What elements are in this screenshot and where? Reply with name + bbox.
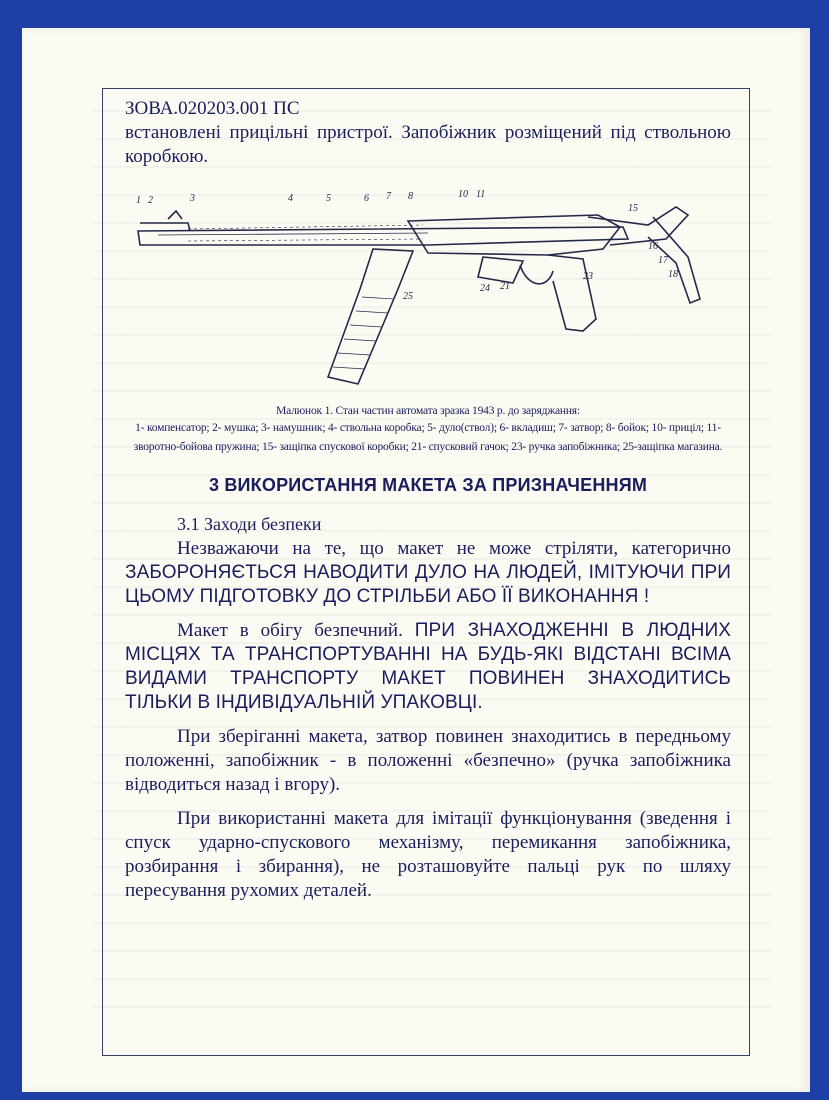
callout-25: 25 (403, 291, 413, 302)
callout-16: 16 (648, 241, 658, 252)
callout-5: 5 (326, 193, 331, 204)
callout-18: 18 (668, 269, 678, 280)
callout-10: 10 (458, 189, 468, 200)
compensator-outline (140, 223, 190, 231)
rifle-drawing (125, 179, 731, 397)
document-page (22, 28, 810, 1092)
section-heading: 3 ВИКОРИСТАННЯ МАКЕТА ЗА ПРИЗНАЧЕННЯМ (208, 475, 648, 495)
callout-8: 8 (408, 191, 413, 202)
trigger-guard-outline (520, 265, 553, 284)
trigger-housing-outline (478, 257, 523, 283)
callout-11: 11 (476, 189, 486, 200)
paragraph-2 (125, 619, 731, 715)
paragraph-2-warning: ПРИ ЗНАХОДЖЕННІ В ЛЮДНИХ МІСЦЯХ ТА ТРАНСПОРТУВАННІ НА БУДЬ-ЯКІ ВІДСТАНІ ВСІМА ВИДАМИ ТРАНСПОРТУ МАКЕТ ПОВИНЕН ЗНАХОДИТИСЬ ТІЛЬКИ В ІНДИВІДУАЛЬНІЙ УПАКОВЦІ. (125, 620, 731, 713)
front-sight-outline (168, 211, 182, 219)
callout-7: 7 (386, 191, 391, 202)
callout-4: 4 (288, 193, 293, 204)
page-border (102, 88, 750, 1056)
callout-2: 2 (148, 195, 153, 206)
paragraph-1-warning: ЗАБОРОНЯЄТЬСЯ НАВОДИТИ ДУЛО НА ЛЮДЕЙ, ІМІТУЮЧИ ПРИ ЦЬОМУ ПІДГОТОВКУ ДО СТРІЛЬБИ АБО ЇЇ ВИКОНАННЯ ! (125, 562, 731, 607)
rifle-illustration (125, 179, 731, 397)
callout-1: 1 (136, 195, 141, 206)
callout-23: 23 (583, 271, 593, 282)
paragraph-3: При зберіганні макета, затвор повинен знаходитись в передньому положенні, запобіжник - в положенні «безпечно» (ручка запобіжника відводиться назад і вгору). (125, 726, 731, 795)
receiver-outline (408, 215, 620, 255)
callout-21: 21 (500, 281, 510, 292)
paragraph-1-lead: Незважаючи на те, що макет не може стріляти, категорично (177, 538, 731, 559)
callout-24: 24 (480, 283, 490, 294)
subsection-heading: 3.1 Заходи безпеки (177, 514, 322, 534)
intro-text: встановлені прицільні пристрої. Запобіжник розміщений під ствольною коробкою. (125, 122, 731, 167)
paragraph-2-lead: Макет в обігу безпечний. (177, 620, 415, 641)
pistol-grip-outline (548, 255, 596, 331)
barrel-receiver-outline (138, 227, 628, 245)
document-code: ЗОВА.020203.001 ПС (125, 98, 300, 119)
callout-17: 17 (658, 255, 668, 266)
magazine-outline (328, 249, 413, 384)
callout-6: 6 (364, 193, 369, 204)
callout-15: 15 (628, 203, 638, 214)
paragraph-1 (125, 537, 731, 609)
figure-caption-legend: 1- компенсатор; 2- мушка; 3- намушник; 4- ствольна коробка; 5- дуло(ствол); 6- вкладиш; 7- затвор; 8- бойок; 10- приціл; 11-зворотно-бойова пружина; 15- защіпка спускової коробки; 21- спусковий гачок; 23- ручка запобіжника; 25-защіпка магазина. (133, 422, 723, 453)
callout-3: 3 (190, 193, 195, 204)
paragraph-4: При використанні макета для імітації функціонування (зведення і спуск ударно-спускового механізму, перемикання запобіжника, розбирання і збирання), не розташовуйте пальці рук по шляху пересування рухомих деталей. (125, 808, 731, 901)
figure-caption-title: Малюнок 1. Стан частин автомата зразка 1943 р. до заряджання: (276, 405, 580, 417)
